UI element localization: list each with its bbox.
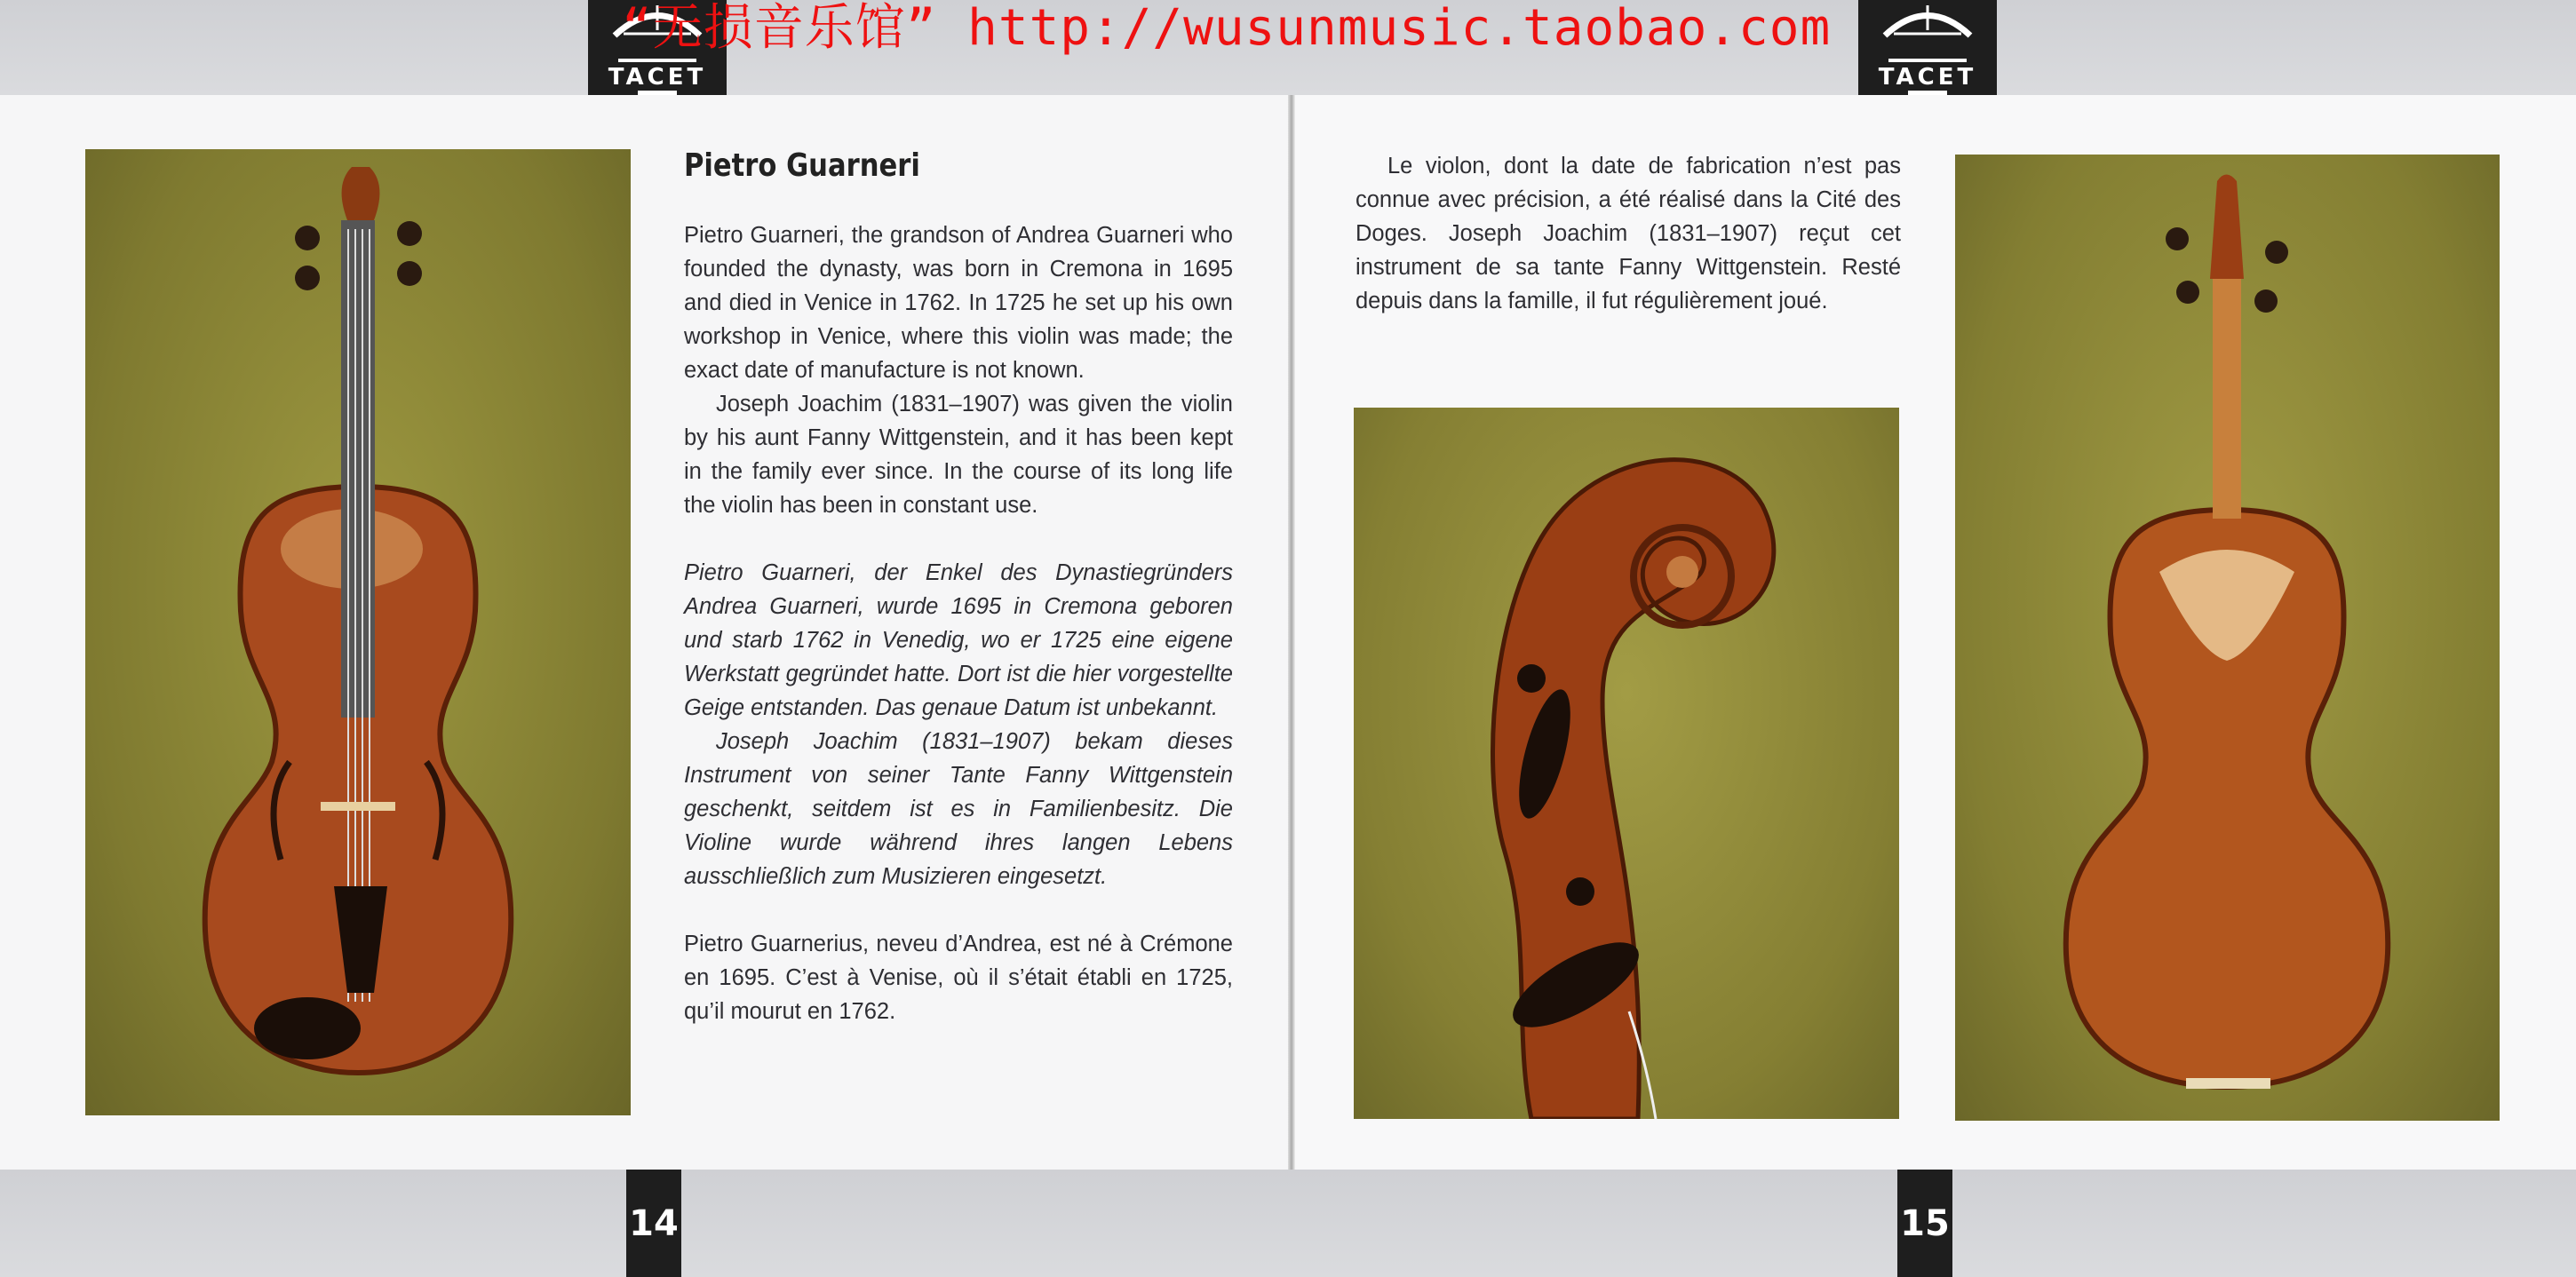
page-title: Pietro Guarneri [684, 147, 920, 184]
page-number-15: 15 [1897, 1170, 1952, 1277]
english-paragraph: Joseph Joachim (1831–1907) was given the violin by his aunt Fanny Wittgenstein, and it has been kept in the family ever since. In the course of its long life the violin has been in constant use. [684, 392, 1233, 518]
english-paragraph: Pietro Guarneri, the grandson of Andrea Guarneri who founded the dynasty, was born in Cremona in 1695 and died in Venice in 1762. In 1725 he set up his own workshop in Venice, where this violin was made; the exact date of manufacture is not known. [684, 223, 1233, 383]
french-text-left [684, 927, 1233, 1028]
bottom-band [0, 1170, 2576, 1277]
french-paragraph: Pietro Guarnerius, neveu d’Andrea, est né à Crémone en 1695. C’est à Venise, où il s’était établi en 1725, qu’il mourut en 1762. [684, 932, 1233, 1024]
page-number-14: 14 [626, 1170, 681, 1277]
german-paragraph: Joseph Joachim (1831–1907) bekam dieses Instrument von seiner Tante Fanny Wittgenstein geschenkt, seitdem ist es in Familienbesitz. Die Violine wurde während ihres langen Lebens ausschließlich zum Musizieren eingesetzt. [684, 729, 1233, 889]
logo-text: TACET [608, 64, 707, 91]
violin-front-photo [85, 149, 631, 1115]
french-paragraph: Le violon, dont la date de fabrication n’est pas connue avec précision, a été réalisé dans la Cité des Doges. Joseph Joachim (1831–1907) reçut cet instrument de sa tante Fanny Wittgenstein. Resté depuis dans la famille, il fut régulièrement joué. [1356, 154, 1901, 313]
spine [1288, 0, 1295, 1277]
violin-scroll-photo [1354, 408, 1899, 1119]
left-text-column [684, 218, 1233, 1028]
logo-text: TACET [1878, 64, 1977, 91]
german-text [684, 556, 1233, 893]
violin-back-photo [1955, 155, 2500, 1121]
german-paragraph: Pietro Guarneri, der Enkel des Dynastiegründers Andrea Guarneri, wurde 1695 in Cremona geboren und starb 1762 in Venedig, wo er 1725 eine eigene Werkstatt gegründet hatte. Dort ist die hier vorgestellte Geige entstanden. Das genaue Datum ist unbekannt. [684, 560, 1233, 720]
french-text-right [1356, 149, 1901, 318]
tacet-logo-right [1858, 0, 1997, 95]
watermark: “无损音乐馆” http://wusunmusic.taobao.com [622, 0, 1832, 57]
english-text [684, 218, 1233, 522]
